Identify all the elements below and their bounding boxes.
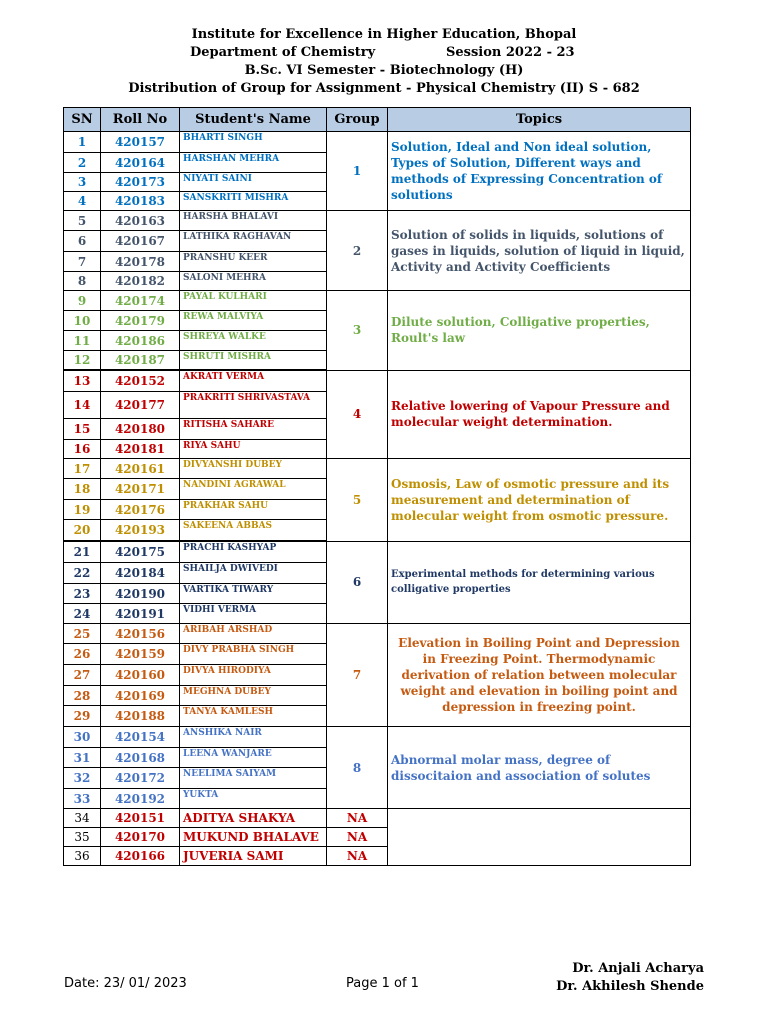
cell-student-name: YUKTA	[180, 789, 327, 809]
cell-student-name: PRANSHU KEER	[180, 252, 327, 272]
cell-roll-no: 420183	[101, 192, 180, 211]
cell-group-number: 5	[327, 459, 388, 542]
cell-student-name: AKRATI VERMA	[180, 370, 327, 392]
cell-roll-no: 420193	[101, 520, 180, 542]
cell-student-name: SHREYA WALKE	[180, 331, 327, 351]
cell-group-na: NA	[327, 847, 388, 866]
cell-sn: 25	[64, 624, 101, 644]
cell-roll-no: 420184	[101, 563, 180, 584]
cell-student-name: LATHIKA RAGHAVAN	[180, 231, 327, 252]
footer-page-number: Page 1 of 1	[346, 976, 419, 991]
cell-topic: Abnormal molar mass, degree of dissocitaion and association of solutes	[388, 727, 691, 809]
signatures	[556, 960, 704, 996]
cell-student-name: PRAKHAR SAHU	[180, 500, 327, 520]
cell-sn: 21	[64, 541, 101, 563]
cell-roll-no: 420174	[101, 291, 180, 311]
cell-student-name: RITISHA SAHARE	[180, 419, 327, 440]
cell-topic: Relative lowering of Vapour Pressure and molecular weight determination.	[388, 370, 691, 459]
cell-student-name: HARSHAN MEHRA	[180, 153, 327, 173]
cell-roll-no: 420161	[101, 459, 180, 479]
cell-roll-no: 420152	[101, 370, 180, 392]
cell-roll-no: 420167	[101, 231, 180, 252]
column-header-student-name: Student's Name	[180, 108, 327, 132]
cell-student-name: NANDINI AGRAWAL	[180, 479, 327, 500]
cell-topic: Dilute solution, Colligative properties, Roult's law	[388, 291, 691, 371]
cell-sn: 1	[64, 132, 101, 153]
cell-roll-no: 420168	[101, 748, 180, 768]
cell-sn: 27	[64, 665, 101, 686]
cell-student-name: ARIBAH ARSHAD	[180, 624, 327, 644]
column-header-roll-no: Roll No	[101, 108, 180, 132]
table-row	[64, 459, 691, 479]
cell-sn: 3	[64, 173, 101, 192]
table-row-unassigned	[64, 809, 691, 828]
cell-student-name: SAKEENA ABBAS	[180, 520, 327, 542]
cell-roll-no: 420156	[101, 624, 180, 644]
cell-student-name: PRAKRITI SHRIVASTAVA	[180, 392, 327, 419]
cell-roll-no: 420191	[101, 604, 180, 624]
cell-student-name: SHAILJA DWIVEDI	[180, 563, 327, 584]
cell-sn: 34	[64, 809, 101, 828]
cell-roll-no: 420166	[101, 847, 180, 866]
cell-sn: 14	[64, 392, 101, 419]
cell-sn: 23	[64, 584, 101, 604]
cell-group-number: 6	[327, 541, 388, 624]
cell-topic: Solution, Ideal and Non ideal solution, Types of Solution, Different ways and methods of Expressing Concentration of solutions	[388, 132, 691, 211]
cell-student-name: SANSKRITI MISHRA	[180, 192, 327, 211]
cell-group-number: 8	[327, 727, 388, 809]
cell-roll-no: 420154	[101, 727, 180, 748]
cell-sn: 33	[64, 789, 101, 809]
cell-roll-no: 420157	[101, 132, 180, 153]
cell-roll-no: 420172	[101, 768, 180, 789]
cell-sn: 10	[64, 311, 101, 331]
table-row	[64, 727, 691, 748]
cell-student-name: VIDHI VERMA	[180, 604, 327, 624]
cell-sn: 26	[64, 644, 101, 665]
cell-roll-no: 420178	[101, 252, 180, 272]
cell-sn: 22	[64, 563, 101, 584]
cell-group-na: NA	[327, 828, 388, 847]
cell-roll-no: 420182	[101, 272, 180, 291]
cell-student-name: PRACHI KASHYAP	[180, 541, 327, 563]
column-header-group: Group	[327, 108, 388, 132]
cell-sn: 7	[64, 252, 101, 272]
cell-sn: 36	[64, 847, 101, 866]
cell-student-name: VARTIKA TIWARY	[180, 584, 327, 604]
table-header-row	[64, 108, 691, 132]
session-label: Session 2022 - 23	[446, 45, 575, 60]
cell-roll-no: 420159	[101, 644, 180, 665]
cell-group-number: 7	[327, 624, 388, 727]
cell-student-name: JUVERIA SAMI	[180, 847, 327, 866]
cell-sn: 17	[64, 459, 101, 479]
cell-sn: 30	[64, 727, 101, 748]
cell-group-number: 4	[327, 370, 388, 459]
cell-sn: 9	[64, 291, 101, 311]
cell-topic: Experimental methods for determining various colligative properties	[388, 541, 691, 624]
cell-student-name: TANYA KAMLESH	[180, 706, 327, 727]
cell-roll-no: 420181	[101, 440, 180, 459]
cell-group-na: NA	[327, 809, 388, 828]
cell-roll-no: 420169	[101, 686, 180, 706]
cell-student-name: SALONI MEHRA	[180, 272, 327, 291]
table-row	[64, 624, 691, 644]
cell-sn: 29	[64, 706, 101, 727]
group-distribution-table	[63, 107, 691, 866]
table-row	[64, 291, 691, 311]
cell-student-name: REWA MALVIYA	[180, 311, 327, 331]
cell-student-name: DIVYANSHI DUBEY	[180, 459, 327, 479]
cell-group-number: 1	[327, 132, 388, 211]
cell-sn: 20	[64, 520, 101, 542]
table-row	[64, 211, 691, 231]
cell-student-name: MEGHNA DUBEY	[180, 686, 327, 706]
cell-sn: 35	[64, 828, 101, 847]
cell-topic: Elevation in Boiling Point and Depression in Freezing Point. Thermodynamic derivation of relation between molecular weight and elevation in boiling point and depression in freezing point.	[388, 624, 691, 727]
cell-sn: 24	[64, 604, 101, 624]
cell-sn: 32	[64, 768, 101, 789]
signatory-2: Dr. Akhilesh Shende	[556, 979, 704, 994]
cell-sn: 18	[64, 479, 101, 500]
cell-student-name: MUKUND BHALAVE	[180, 828, 327, 847]
cell-student-name: LEENA WANJARE	[180, 748, 327, 768]
cell-group-number: 2	[327, 211, 388, 291]
department-name: Department of Chemistry	[190, 45, 376, 60]
cell-sn: 19	[64, 500, 101, 520]
cell-student-name: NEELIMA SAIYAM	[180, 768, 327, 789]
course-title: B.Sc. VI Semester - Biotechnology (H)	[244, 63, 524, 78]
table-body	[64, 132, 691, 866]
cell-sn: 5	[64, 211, 101, 231]
cell-student-name: NIYATI SAINI	[180, 173, 327, 192]
cell-roll-no: 420173	[101, 173, 180, 192]
cell-student-name: ADITYA SHAKYA	[180, 809, 327, 828]
signatory-1: Dr. Anjali Acharya	[572, 961, 704, 976]
cell-roll-no: 420164	[101, 153, 180, 173]
cell-sn: 15	[64, 419, 101, 440]
cell-roll-no: 420180	[101, 419, 180, 440]
cell-sn: 12	[64, 351, 101, 371]
table-row	[64, 370, 691, 392]
cell-roll-no: 420179	[101, 311, 180, 331]
cell-group-number: 3	[327, 291, 388, 371]
cell-roll-no: 420151	[101, 809, 180, 828]
cell-roll-no: 420176	[101, 500, 180, 520]
cell-sn: 16	[64, 440, 101, 459]
cell-student-name: RIYA SAHU	[180, 440, 327, 459]
cell-roll-no: 420192	[101, 789, 180, 809]
cell-student-name: ANSHIKA NAIR	[180, 727, 327, 748]
cell-sn: 6	[64, 231, 101, 252]
footer-date: Date: 23/ 01/ 2023	[64, 976, 187, 991]
cell-roll-no: 420160	[101, 665, 180, 686]
cell-topic-empty	[388, 809, 691, 866]
cell-roll-no: 420175	[101, 541, 180, 563]
cell-student-name: BHARTI SINGH	[180, 132, 327, 153]
document-header	[0, 26, 768, 98]
cell-sn: 2	[64, 153, 101, 173]
cell-roll-no: 420188	[101, 706, 180, 727]
assignment-title: Distribution of Group for Assignment - Physical Chemistry (II) S - 682	[128, 81, 640, 96]
cell-student-name: SHRUTI MISHRA	[180, 351, 327, 371]
table-row	[64, 132, 691, 153]
cell-roll-no: 420170	[101, 828, 180, 847]
cell-sn: 13	[64, 370, 101, 392]
institute-title: Institute for Excellence in Higher Education, Bhopal	[191, 27, 577, 42]
department-session-line	[0, 44, 768, 62]
cell-roll-no: 420190	[101, 584, 180, 604]
cell-sn: 4	[64, 192, 101, 211]
cell-sn: 8	[64, 272, 101, 291]
cell-roll-no: 420177	[101, 392, 180, 419]
cell-student-name: DIVYA HIRODIYA	[180, 665, 327, 686]
cell-topic: Solution of solids in liquids, solutions of gases in liquids, solution of liquid in liquid, Activity and Activity Coefficients	[388, 211, 691, 291]
cell-sn: 11	[64, 331, 101, 351]
cell-topic: Osmosis, Law of osmotic pressure and its measurement and determination of molecular weight from osmotic pressure.	[388, 459, 691, 542]
cell-roll-no: 420187	[101, 351, 180, 371]
cell-student-name: PAYAL KULHARI	[180, 291, 327, 311]
cell-roll-no: 420171	[101, 479, 180, 500]
table-row	[64, 541, 691, 563]
cell-roll-no: 420163	[101, 211, 180, 231]
cell-student-name: DIVY PRABHA SINGH	[180, 644, 327, 665]
column-header-sn: SN	[64, 108, 101, 132]
cell-student-name: HARSHA BHALAVI	[180, 211, 327, 231]
cell-roll-no: 420186	[101, 331, 180, 351]
cell-sn: 31	[64, 748, 101, 768]
cell-sn: 28	[64, 686, 101, 706]
column-header-topics: Topics	[388, 108, 691, 132]
